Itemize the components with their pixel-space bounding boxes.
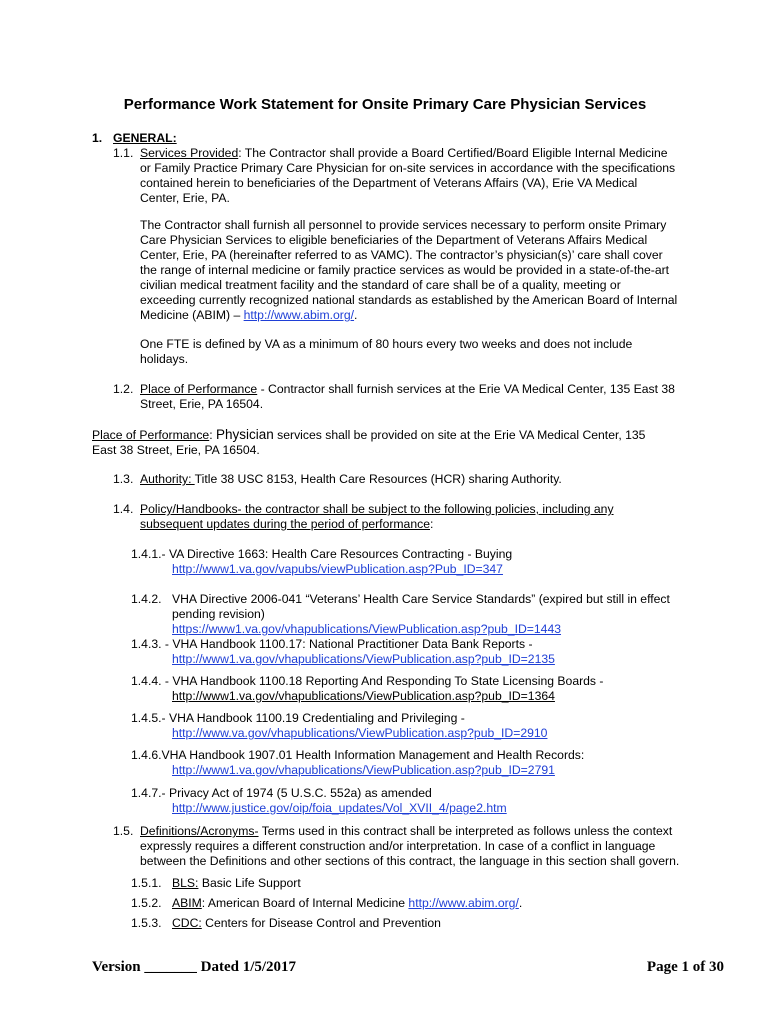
text-line: Title 38 USC 8153, Health Care Resources (HCR) sharing Authority.	[194, 472, 562, 486]
ref-link[interactable]: http://www.justice.gov/oip/foia_updates/Vol_XVII_4/page2.htm	[172, 801, 507, 815]
place-of-performance-note-heading: Place of Performance	[92, 428, 210, 442]
authority-paragraph	[140, 472, 562, 487]
footer-page-number: Page 1 of 30	[646, 959, 724, 975]
text-line: : The Contractor shall provide a Board Certified/Board Eligible Internal Medicine	[238, 146, 668, 160]
text-line: East 38 Street, Erie, PA 16504.	[92, 443, 260, 457]
place-of-performance-heading: Place of Performance	[140, 382, 258, 396]
text-line: Terms used in this contract shall be interpreted as follows unless the context	[258, 824, 673, 838]
ref-link[interactable]: http://www1.va.gov/vapubs/viewPublication.asp?Pub_ID=347	[172, 562, 503, 576]
text-line: Medicine (ABIM) –	[140, 308, 244, 322]
ref-text: - VHA Handbook 1100.19 Credentialing and Privileging -	[161, 711, 465, 725]
text-line: or Family Practice Primary Care Physician for on-site services in accordance with the specifications	[140, 161, 676, 175]
ref-number: 1.4.1.	[131, 547, 162, 561]
ref-number: 1.4.2.	[131, 592, 162, 606]
ref-number: 1.4.7.	[131, 786, 162, 800]
text-line: Street, Erie, PA 16504.	[140, 397, 264, 411]
def-text: Centers for Disease Control and Prevention	[201, 916, 441, 930]
def-number: 1.5.1.	[131, 876, 162, 890]
ref-link[interactable]: http://www.va.gov/vhapublications/ViewPublication.asp?pub_ID=2910	[172, 726, 548, 740]
ref-text: - Privacy Act of 1974 (5 U.S.C. 552a) as amended	[161, 786, 432, 800]
fte-paragraph	[140, 337, 632, 367]
subsection-number: 1.5.	[113, 824, 134, 838]
ref-item	[131, 674, 603, 689]
section-heading-general: GENERAL:	[113, 131, 177, 145]
subsection-number: 1.1.	[113, 146, 134, 160]
text-line: Center, Erie, PA (hereinafter referred to as VAMC). The contractor’s physician(s)’ care shall cover	[140, 248, 663, 262]
text-line: .	[354, 308, 358, 322]
text-line: - Contractor shall furnish services at the Erie VA Medical Center, 135 East 38	[257, 382, 675, 396]
subsection-number: 1.4.	[113, 502, 134, 516]
def-text: .	[518, 896, 523, 910]
text-fragment: :	[209, 428, 216, 442]
ref-link[interactable]: http://www1.va.gov/vhapublications/ViewPublication.asp?pub_ID=2791	[172, 763, 555, 777]
def-text: Basic Life Support	[198, 876, 301, 890]
def-number: 1.5.3.	[131, 916, 162, 930]
ref-item	[131, 748, 584, 763]
text-line: exceeding currently recognized national standards as established by the American Board of Internal	[140, 293, 678, 307]
ref-link[interactable]: https://www1.va.gov/vhapublications/ViewPublication.asp?pub_ID=1443	[172, 622, 562, 636]
def-item	[172, 916, 441, 931]
ref-number: 1.4.3.	[131, 637, 162, 651]
def-term: CDC:	[172, 916, 202, 930]
ref-item	[131, 637, 533, 652]
def-text: : American Board of Internal Medicine	[201, 896, 409, 910]
ref-item	[131, 786, 432, 801]
text-line: contained herein to beneficiaries of the Department of Veterans Affairs (VA), Erie VA Medical	[140, 176, 638, 190]
text-line: Center, Erie, PA.	[140, 191, 230, 205]
definitions-paragraph	[140, 824, 679, 869]
footer-version: Version _______ Dated 1/5/2017	[92, 959, 297, 975]
abim-link[interactable]: http://www.abim.org/	[243, 308, 355, 322]
ref-text: - VHA Handbook 1100.18 Reporting And Responding To State Licensing Boards -	[161, 674, 604, 688]
text-line: the range of internal medicine or family practice services as would be provided in a state-of-the-art	[140, 263, 670, 277]
ref-number: 1.4.6.	[131, 748, 162, 762]
ref-text: - VA Directive 1663: Health Care Resources Contracting - Buying	[161, 547, 513, 561]
def-number: 1.5.2.	[131, 896, 162, 910]
policy-handbooks-heading: Policy/Handbooks- the contractor shall be subject to the following policies, including any	[140, 502, 614, 516]
ref-text: - VHA Handbook 1100.17: National Practitioner Data Bank Reports -	[161, 637, 533, 651]
ref-item	[131, 711, 465, 726]
place-of-performance-note	[92, 427, 645, 458]
ref-text: VHA Handbook 1907.01 Health Information Management and Health Records:	[161, 748, 585, 762]
text-line: expressly requires a different construction and/or interpretation. In case of a conflict in language	[140, 839, 656, 853]
policy-handbooks-paragraph	[140, 502, 614, 532]
text-line: Care Physician Services to eligible beneficiaries of the Department of Veterans Affairs Medical	[140, 233, 648, 247]
text-line: civilian medical treatment facility and the standard of care shall be of a quality, meeting or	[140, 278, 621, 292]
subsection-number: 1.2.	[113, 382, 134, 396]
def-term: BLS:	[172, 876, 199, 890]
services-provided-paragraph	[140, 146, 675, 206]
ref-text-block	[172, 592, 670, 622]
text-line: holidays.	[140, 352, 189, 366]
ref-item	[131, 547, 512, 562]
place-of-performance-paragraph	[140, 382, 675, 412]
document-title: Performance Work Statement for Onsite Primary Care Physician Services	[123, 96, 647, 113]
services-provided-heading: Services Provided	[140, 146, 239, 160]
ref-text: pending revision)	[172, 607, 265, 621]
def-item	[172, 876, 301, 891]
text-line: services shall be provided on site at the Erie VA Medical Center, 135	[273, 428, 646, 442]
text-fragment: :	[430, 517, 434, 531]
def-item	[172, 896, 522, 911]
text-line: One FTE is defined by VA as a minimum of 80 hours every two weeks and does not include	[140, 337, 633, 351]
authority-heading: Authority:	[140, 472, 195, 486]
text-line: The Contractor shall furnish all personnel to provide services necessary to perform onsite Primary	[140, 218, 667, 232]
ref-link-text[interactable]: http://www1.va.gov/vhapublications/ViewPublication.asp?pub_ID=1364	[172, 689, 555, 703]
ref-number: 1.4.5.	[131, 711, 162, 725]
ref-text: VHA Directive 2006-041 “Veterans’ Health Care Service Standards” (expired but still in effect	[172, 592, 670, 606]
ref-number: 1.4.4.	[131, 674, 162, 688]
contractor-personnel-paragraph	[140, 218, 677, 323]
def-term: ABIM	[172, 896, 202, 910]
abim-link[interactable]: http://www.abim.org/	[408, 896, 519, 910]
text-line: subsequent updates during the period of performance	[140, 517, 430, 531]
text-line: between the Definitions and other sections of this contract, the language in this section shall govern.	[140, 854, 680, 868]
ref-link[interactable]: http://www1.va.gov/vhapublications/ViewPublication.asp?pub_ID=2135	[172, 652, 555, 666]
text-fragment: Physician	[215, 427, 274, 442]
ref-item	[131, 592, 162, 607]
subsection-number: 1.3.	[113, 472, 134, 486]
definitions-heading: Definitions/Acronyms-	[140, 824, 259, 838]
section-number: 1.	[92, 131, 103, 145]
